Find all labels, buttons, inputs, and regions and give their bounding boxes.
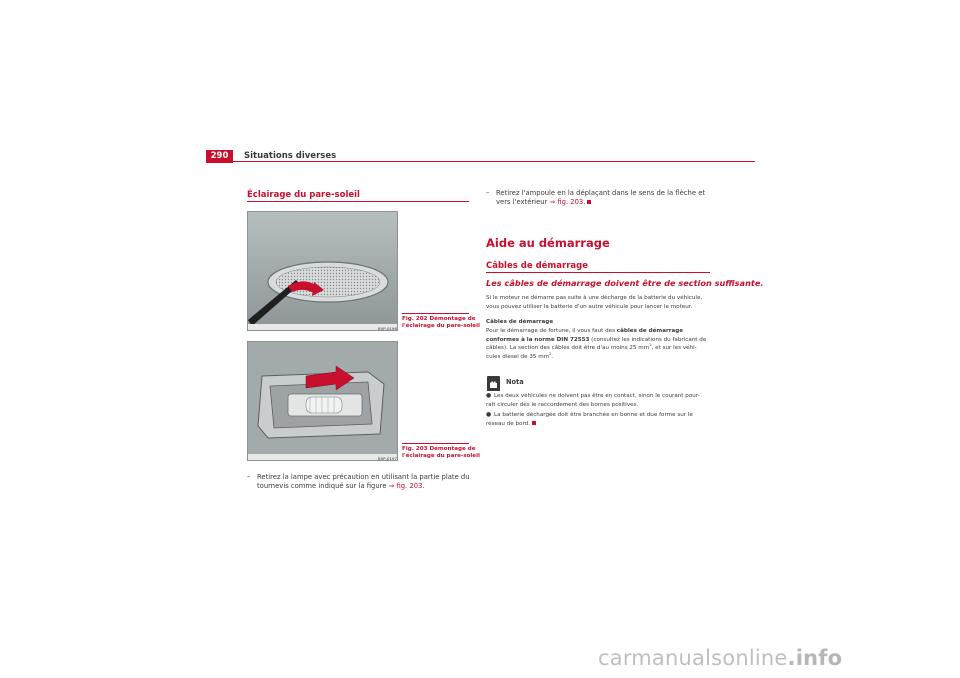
- superscript-2: 2: [549, 350, 552, 356]
- note-bullet-1-line1: Les deux véhicules ne doivent pas être en contact, sinon le courant pour-: [494, 393, 700, 399]
- page-number: 290: [210, 151, 229, 161]
- figure-202-caption-line1: Fig. 202 Démontage de: [402, 316, 476, 322]
- watermark-text: carmanualsonline: [598, 646, 788, 670]
- step-1-line2: tournevis comme indiqué sur la figure: [257, 482, 389, 491]
- watermark-logo: [598, 646, 842, 670]
- subsection-title-jumper-cables: Câbles de démarrage: [486, 261, 588, 271]
- bullet-icon: ●: [486, 411, 492, 418]
- fig-203-link[interactable]: ⇒ fig. 203: [549, 198, 584, 207]
- section-title-rule: [247, 201, 469, 202]
- note-bullet-2-line1: La batterie déchargée doit être branchée en bonne et due forme sur le: [494, 412, 693, 418]
- step-2-line2: vers l'extérieur: [496, 198, 550, 207]
- intro-line2: vous pouvez utiliser la batterie d'un autre véhicule pour lancer le moteur.: [486, 303, 693, 310]
- step-2-line1: Retirez l'ampoule en la déplaçant dans le sens de la flèche et: [496, 189, 706, 197]
- end-of-section-marker: [587, 200, 591, 204]
- instruction-step-remove-bulb: [486, 189, 726, 209]
- cables-heading: Câbles de démarrage: [486, 319, 554, 325]
- figure-203-illustration: [248, 342, 398, 461]
- figure-202-illustration: [248, 212, 398, 331]
- end-of-section-marker: [532, 421, 536, 425]
- chapter-title: Situations diverses: [244, 151, 337, 161]
- figure-203-code: B5P-0197: [378, 456, 398, 461]
- instruction-step-remove-lamp: [247, 473, 477, 493]
- cables-line3-end: , et sur les véhi-: [651, 345, 697, 352]
- note-title: Nota: [506, 378, 524, 386]
- figure-203-image: [247, 341, 398, 461]
- cables-line4-end: .: [551, 353, 554, 360]
- note-bullet-1: [486, 392, 716, 410]
- figure-202-caption-line2: l'éclairage du pare-soleil: [402, 323, 480, 329]
- figure-202-code: B5P-0196: [378, 326, 398, 331]
- subsection-title-rule: [486, 272, 710, 273]
- cables-line1-text: Pour le démarrage de fortune, il vous faut des: [486, 328, 617, 334]
- intro-paragraph: [486, 294, 702, 311]
- note-bullet-2-line2-wrap: [486, 420, 536, 429]
- section-lead-heading: Les câbles de démarrage doivent être de section suffisante.: [486, 278, 764, 288]
- step-dash: –: [247, 473, 251, 481]
- cables-paragraph: [486, 327, 706, 361]
- step-1-end: .: [422, 482, 425, 491]
- watermark-domain: .info: [787, 646, 843, 670]
- figure-203-caption-line1: Fig. 203 Démontage de: [402, 446, 476, 452]
- step-dash: –: [486, 189, 490, 197]
- header-divider: [233, 161, 755, 162]
- superscript-2: 2: [649, 342, 652, 348]
- figure-202-image: [247, 211, 398, 331]
- main-title-jump-start: Aide au démarrage: [486, 236, 610, 250]
- note-icon: [487, 376, 500, 388]
- section-title-sunvisor-light: Éclairage du pare-soleil: [247, 190, 360, 200]
- figure-203-caption-line2: l'éclairage du pare-soleil: [402, 453, 480, 459]
- bullet-icon: ●: [486, 392, 492, 399]
- cables-line3-text: câbles). La section des câbles doit être d'au moins 25 mm: [486, 345, 650, 352]
- step-2-end: .: [583, 198, 586, 207]
- note-bullet-1-line2: rait circuler dès le raccordement des bornes positives.: [486, 401, 639, 408]
- step-1-line1: Retirez la lampe avec précaution en utilisant la partie plate du: [257, 473, 470, 481]
- cables-line1-bold: câbles de démarrage: [616, 328, 684, 334]
- din-norm: conformes à la norme DIN 72553: [486, 336, 590, 343]
- note-bullet-2: [486, 411, 716, 429]
- intro-line1: Si le moteur ne démarre pas suite à une décharge de la batterie du véhicule,: [486, 295, 703, 301]
- figure-203-caption-rule: [402, 443, 469, 444]
- cables-line2-text: (consultez les indications du fabricant de: [589, 336, 707, 343]
- cables-line4-text: cules diesel de 35 mm: [486, 353, 550, 360]
- note-bullet-2-line2: réseau de bord.: [486, 420, 530, 427]
- figure-202-caption-rule: [402, 313, 469, 314]
- fig-203-link[interactable]: ⇒ fig. 203: [388, 482, 423, 491]
